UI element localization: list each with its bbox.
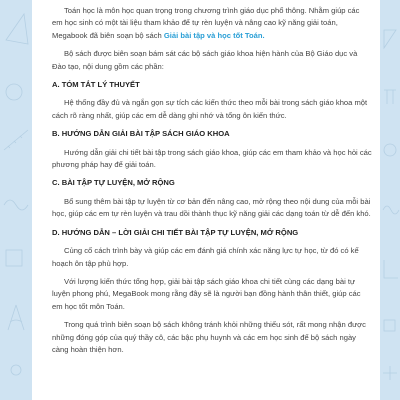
structure-paragraph: Bộ sách được biên soạn bám sát các bộ sách giáo khoa hiện hành của Bộ Giáo dục và Đào tạo, nội dung gồm các phần:	[52, 49, 358, 71]
intro-text: Toán học là môn học quan trọng trong chương trình giáo dục phổ thông. Nhằm giúp các em học sinh có một tài liệu tham khảo để tự rèn luyện và nâng cao kỹ năng giải toán, Megabook đã biên soạn bộ sách	[52, 6, 360, 40]
book-title-highlight: Giải bài tập và học tốt Toán.	[163, 30, 265, 40]
section-heading-d: D. HƯỚNG DẪN – LỜI GIẢI CHI TIẾT BÀI TẬP TỰ LUYỆN, MỞ RỘNG	[52, 227, 299, 237]
section-body-c: Bổ sung thêm bài tập tự luyện từ cơ bản đến nâng cao, mở rộng theo nội dung của mỗi bài học, giúp các em tự rèn luyện và trau dồi thành thục kỹ năng giải các dạng toán từ dễ đến khó.	[52, 196, 371, 219]
circle-doodle	[6, 84, 22, 100]
section-heading-c: C. BÀI TẬP TỰ LUYỆN, MỞ RỘNG	[52, 178, 175, 188]
right-plus-doodle	[383, 366, 397, 380]
right-wave-doodle	[383, 206, 399, 214]
section-body-a: Hệ thống đầy đủ và ngắn gọn sự tích các kiến thức theo mỗi bài trong sách giáo khoa một cách rõ ràng nhất, giúp các em dễ dàng ghi nhớ và tổng ôn kiến thức.	[52, 98, 368, 120]
right-triangle-doodle	[384, 30, 396, 48]
section-heading-a: A. TÓM TẮT LÝ THUYẾT	[52, 80, 140, 90]
intro-paragraph	[52, 5, 372, 42]
right-angle-doodle	[384, 260, 398, 278]
right-square-doodle	[384, 320, 395, 331]
closing-paragraph-2: Trong quá trình biên soạn bộ sách không tránh khỏi những thiếu sót, rất mong nhận được những đóng góp của quý thầy cô, các bậc phụ huynh và các em học sinh để bộ sách ngày càng hoàn thiện hơn.	[52, 320, 366, 354]
square-doodle	[6, 250, 22, 266]
section-body-d: Củng cố cách trình bày và giúp các em đánh giá chính xác năng lực tự học, từ đó có kế hoạch ôn tập phù hợp.	[52, 246, 359, 268]
triangle-doodle	[6, 14, 28, 44]
section-body-b: Hướng dẫn giải chi tiết bài tập trong sách giáo khoa, giúp các em tham khảo và học hỏi các phương pháp hay để giải toán.	[52, 147, 372, 170]
compass-doodle	[8, 305, 24, 330]
pi-doodle	[384, 90, 396, 104]
right-circle-doodle	[384, 144, 396, 156]
section-heading-b: B. HƯỚNG DẪN GIẢI BÀI TẬP SÁCH GIÁO KHOA	[52, 129, 230, 139]
small-circle-doodle	[11, 365, 21, 375]
preface-content	[52, 5, 372, 362]
wave-doodle	[4, 200, 28, 210]
closing-paragraph-1: Với lượng kiến thức tổng hợp, giải bài tập sách giáo khoa chi tiết cùng các dạng bài tự luyện phong phú, MegaBook mong rằng đây sẽ là người bạn đồng hành thân thiết, giúp các em học tốt môn Toán.	[52, 276, 361, 311]
ruler-doodle	[4, 130, 28, 150]
